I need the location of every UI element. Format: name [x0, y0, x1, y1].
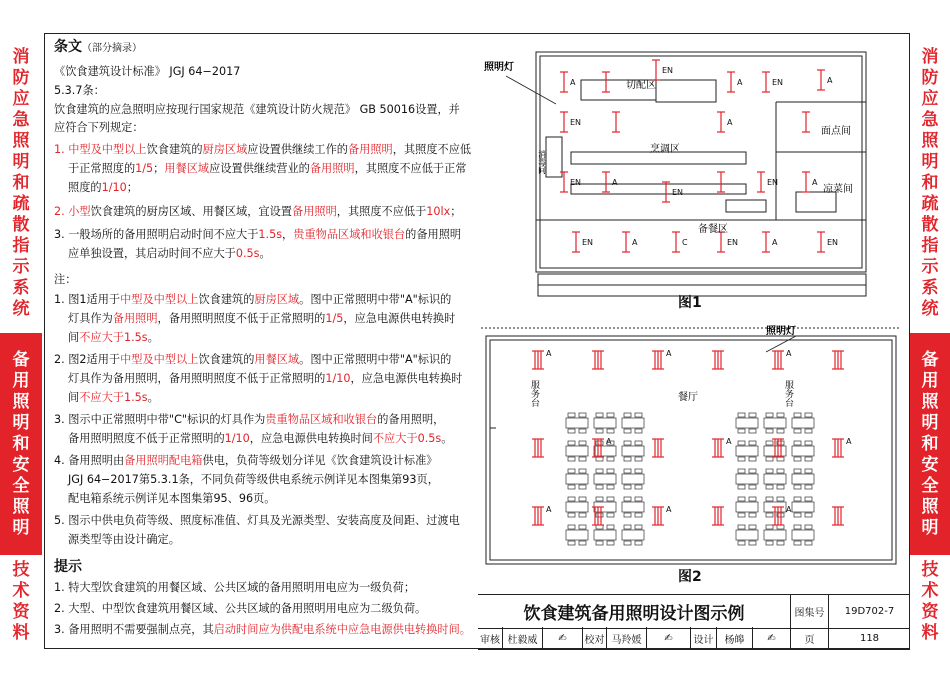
chair [805, 469, 812, 473]
chair [579, 441, 586, 445]
note-1: 灯具作为备用照明，备用照明照度不低于正常照明的1/5，应急电源供电转换时 [68, 312, 456, 325]
chair [568, 513, 575, 517]
chair [794, 429, 801, 433]
dining-table [566, 474, 588, 484]
lamp-tag: EN [570, 178, 582, 187]
chair [766, 497, 773, 501]
clause-intro: 饮食建筑的应急照明应按现行国家规范《建筑设计防火规范》 GB 50016设置，并 [54, 103, 460, 116]
chair [624, 513, 631, 517]
dining-table [764, 530, 786, 540]
notes-heading: 注： [54, 273, 77, 286]
chair [635, 457, 642, 461]
chair [607, 457, 614, 461]
chair [738, 429, 745, 433]
chair [579, 485, 586, 489]
lamp-tag: EN [582, 238, 594, 247]
lamp-tag: A [726, 437, 732, 446]
chair [635, 513, 642, 517]
reviewer-signature: ✍ [542, 627, 582, 649]
chair [596, 441, 603, 445]
title-block [478, 594, 910, 649]
lamp-tag: A [546, 349, 552, 358]
chair [794, 525, 801, 529]
chair [777, 469, 784, 473]
chair [794, 413, 801, 417]
chair [607, 525, 614, 529]
page-label: 页 [790, 627, 828, 649]
lamp-tag: A [786, 349, 792, 358]
chair [794, 541, 801, 545]
category-fire-emergency [910, 33, 950, 333]
review-label: 审核 [480, 634, 500, 646]
dining-table [792, 418, 814, 428]
chair [805, 513, 812, 517]
lamp-tag: A [666, 505, 672, 514]
lamp-tag: A [546, 505, 552, 514]
chair [777, 457, 784, 461]
chair [596, 469, 603, 473]
fig2-lamp-label: 照明灯 [766, 326, 796, 337]
chair [777, 429, 784, 433]
chair [579, 469, 586, 473]
chair [766, 429, 773, 433]
lamp-tag: EN [662, 66, 674, 75]
tip-1: 1. 特大型饮食建筑的用餐区域、公共区域的备用照明用电应为一级负荷； [54, 581, 416, 594]
chair [568, 457, 575, 461]
lamp-tag: A [827, 76, 833, 85]
category-standby-lighting [0, 333, 42, 555]
chair [766, 441, 773, 445]
chair [738, 441, 745, 445]
dining-table [594, 530, 616, 540]
category-technical-info [0, 555, 42, 649]
category-text: 备 用 照 明 和 安 全 照 明 [921, 349, 939, 538]
chair [794, 457, 801, 461]
lamp-tag: A [846, 437, 852, 446]
chair [596, 485, 603, 489]
chair [568, 469, 575, 473]
dining-table [764, 418, 786, 428]
lamp-tag: A [632, 238, 638, 247]
dining-table [736, 446, 758, 456]
lamp-tag: A [606, 437, 612, 446]
chair [624, 413, 631, 417]
room-label: 凉菜间 [823, 184, 853, 195]
dining-table [566, 530, 588, 540]
chair [607, 541, 614, 545]
chair [607, 429, 614, 433]
lamp-tag: A [772, 238, 778, 247]
room-label: 消毒间 [537, 150, 547, 174]
chair [777, 497, 784, 501]
lamp-tag: C [682, 238, 688, 247]
chair [766, 513, 773, 517]
chair [579, 541, 586, 545]
clause-item-1: 1. 中型及中型以上饮食建筑的厨房区域应设置供继续工作的备用照明，其照度不应低 [54, 143, 472, 156]
chair [738, 457, 745, 461]
room-label: 服务台 [783, 380, 793, 407]
dining-table [622, 446, 644, 456]
room-label: 餐厅 [678, 392, 698, 403]
chair [805, 429, 812, 433]
category-text: 消 防 应 急 照 明 和 疏 散 指 示 系 统 [12, 46, 30, 319]
clause-intro: 应符合下列规定： [54, 121, 144, 134]
room-label: 烹调区 [650, 144, 680, 155]
chair [635, 485, 642, 489]
chair [766, 541, 773, 545]
chair [596, 457, 603, 461]
chair [805, 441, 812, 445]
chair [749, 497, 756, 501]
room-label: 备餐区 [698, 224, 728, 235]
category-technical-info [910, 555, 950, 649]
chair [568, 485, 575, 489]
figure-1-caption: 图1 [678, 295, 702, 311]
clause-heading: 条文（部分摘录） [54, 39, 142, 55]
chair [805, 497, 812, 501]
dining-table [736, 502, 758, 512]
category-text: 技 术 资 料 [12, 560, 30, 643]
lamp-tag: EN [827, 238, 839, 247]
chair [749, 429, 756, 433]
lamp-tag: A [727, 118, 733, 127]
fig1-lamp-label: 照明灯 [484, 62, 514, 73]
chair [624, 497, 631, 501]
chair [794, 469, 801, 473]
chair [777, 541, 784, 545]
note-4: 4. 备用照明由备用照明配电箱供电，负荷等级划分详见《饮食建筑设计标准》 [54, 454, 438, 467]
chair [805, 525, 812, 529]
chair [635, 541, 642, 545]
dining-table [792, 474, 814, 484]
chair [794, 485, 801, 489]
chair [749, 469, 756, 473]
chair [805, 413, 812, 417]
standard-reference: 《饮食建筑设计标准》 JGJ 64−2017 [54, 65, 241, 78]
dining-table [594, 446, 616, 456]
dining-table [594, 418, 616, 428]
room-label: 切配区 [626, 80, 656, 91]
chair [568, 497, 575, 501]
chair [777, 413, 784, 417]
chair [568, 413, 575, 417]
dining-table [764, 474, 786, 484]
chair [607, 513, 614, 517]
dining-table [622, 502, 644, 512]
chair [635, 525, 642, 529]
chair [738, 413, 745, 417]
lamp-tag: EN [727, 238, 739, 247]
dining-table [736, 474, 758, 484]
dining-table [736, 530, 758, 540]
chair [624, 525, 631, 529]
chair [738, 469, 745, 473]
chair [749, 441, 756, 445]
category-text: 备 用 照 明 和 安 全 照 明 [12, 349, 30, 538]
category-text: 技 术 资 料 [921, 560, 939, 643]
room-label: 服务台 [529, 380, 539, 407]
reviewer-name: 杜毅威 [502, 627, 542, 649]
note-3: 备用照明照度不低于正常照明的1/10，应急电源供电转换时间不应大于0.5s。 [68, 432, 453, 445]
chair [738, 525, 745, 529]
category-text: 消 防 应 急 照 明 和 疏 散 指 示 系 统 [921, 46, 939, 319]
chair [596, 541, 603, 545]
designer-name: 杨皞 [716, 627, 752, 649]
clause-item-1: 照度的1/10； [68, 181, 138, 194]
chair [805, 457, 812, 461]
chair [777, 485, 784, 489]
note-2: 灯具作为备用照明，备用照明照度不低于正常照明的1/10，应急电源供电转换时 [68, 372, 463, 385]
checker-signature: ✍ [646, 627, 690, 649]
dining-table [792, 530, 814, 540]
lamp-tag: A [612, 178, 618, 187]
chair [635, 441, 642, 445]
chair [738, 513, 745, 517]
chair [607, 469, 614, 473]
chair [805, 541, 812, 545]
lamp-tag: EN [672, 188, 684, 197]
atlas-number: 19D702-7 [828, 595, 910, 628]
chair [766, 485, 773, 489]
dining-table [622, 474, 644, 484]
figure-2-caption: 图2 [678, 569, 702, 585]
figure-1-kitchen-plan [476, 42, 906, 312]
clause-item-3: 应单独设置，其启动时间不应大于0.5s。 [68, 247, 271, 260]
chair [624, 457, 631, 461]
chair [635, 429, 642, 433]
chair [766, 413, 773, 417]
atlas-label: 图集号 [790, 595, 828, 628]
chair [624, 441, 631, 445]
lamp-tag: EN [767, 178, 779, 187]
chair [738, 497, 745, 501]
chair [607, 485, 614, 489]
chair [749, 541, 756, 545]
chair [635, 469, 642, 473]
check-label: 校对 [582, 627, 606, 649]
chair [596, 413, 603, 417]
dining-table [736, 418, 758, 428]
dining-table [566, 418, 588, 428]
chair [579, 525, 586, 529]
design-label: 设计 [690, 627, 716, 649]
clause-item-1: 于正常照度的1/5；用餐区域应设置供继续营业的备用照明，其照度不应低于正常 [68, 162, 467, 175]
chair [624, 429, 631, 433]
right-category-bar [910, 33, 950, 649]
chair [568, 525, 575, 529]
chair [624, 485, 631, 489]
dining-table [566, 446, 588, 456]
chair [794, 513, 801, 517]
chair [624, 469, 631, 473]
chair [624, 541, 631, 545]
chair [607, 413, 614, 417]
note-1: 间不应大于1.5s。 [68, 331, 159, 344]
clause-item-3: 3. 一般场所的备用照明启动时间不应大于1.5s，贵重物品区域和收银台的备用照明 [54, 228, 462, 241]
chair [579, 457, 586, 461]
lamp-tag: A [570, 78, 576, 87]
lamp-tag: A [786, 505, 792, 514]
tip-2: 2. 大型、中型饮食建筑用餐区域、公共区域的备用照明用电应为二级负荷。 [54, 602, 427, 615]
chair [568, 429, 575, 433]
lamp-tag: EN [570, 118, 582, 127]
chair [596, 497, 603, 501]
note-2: 2. 图2适用于中型及中型以上饮食建筑的用餐区域。图中正常照明中带"A"标识的 [54, 353, 452, 366]
dining-table [792, 446, 814, 456]
chair [749, 413, 756, 417]
chair [568, 441, 575, 445]
note-5: 5. 图示中供电负荷等级、照度标准值、灯具及光源类型、安装高度及间距、过渡电 [54, 514, 460, 527]
dining-table [566, 502, 588, 512]
dining-table [622, 530, 644, 540]
chair [738, 541, 745, 545]
dining-table [594, 474, 616, 484]
dining-table [792, 502, 814, 512]
chair [766, 457, 773, 461]
chair [607, 497, 614, 501]
figure-2-dining-plan [476, 318, 906, 586]
lamp-tag: A [812, 178, 818, 187]
lamp-tag: EN [772, 78, 784, 87]
room-label: 面点间 [821, 126, 851, 137]
chair [794, 441, 801, 445]
checker-name: 马羚媛 [606, 627, 646, 649]
note-5: 源类型等由设计确定。 [68, 533, 180, 546]
category-standby-lighting [910, 333, 950, 555]
note-2: 间不应大于1.5s。 [68, 391, 159, 404]
chair [635, 413, 642, 417]
note-4: JGJ 64−2017第5.3.1条，不同负荷等级供电系统示例详见本图集第93页， [68, 473, 439, 486]
chair [749, 525, 756, 529]
chair [749, 457, 756, 461]
page-number: 118 [828, 627, 910, 649]
lamp-tag: A [666, 349, 672, 358]
clause-panel [50, 36, 470, 641]
chair [568, 541, 575, 545]
dining-table [622, 418, 644, 428]
tips-heading: 提示 [54, 559, 82, 575]
drawing-title: 饮食建筑备用照明设计图示例 [523, 604, 745, 624]
lamp-tag: A [737, 78, 743, 87]
chair [579, 429, 586, 433]
chair [805, 485, 812, 489]
note-3: 3. 图示中正常照明中带"C"标识的灯具作为贵重物品区域和收银台的备用照明， [54, 413, 445, 426]
category-fire-emergency [0, 33, 42, 333]
chair [579, 413, 586, 417]
chair [738, 485, 745, 489]
note-4: 配电箱系统示例详见本图集第95、96页。 [68, 492, 276, 505]
chair [766, 525, 773, 529]
chair [596, 513, 603, 517]
chair [579, 513, 586, 517]
chair [794, 497, 801, 501]
chair [579, 497, 586, 501]
chair [766, 469, 773, 473]
clause-item-2: 2. 小型饮食建筑的厨房区域、用餐区域，宜设置备用照明，其照度不应低于10lx； [54, 205, 462, 218]
note-1: 1. 图1适用于中型及中型以上饮食建筑的厨房区域。图中正常照明中带"A"标识的 [54, 293, 452, 306]
designer-signature: ✍ [752, 627, 790, 649]
left-category-bar [0, 33, 42, 649]
clause-number: 5.3.7条： [54, 84, 105, 97]
fig1-lamp-group [560, 60, 825, 252]
tip-3: 3. 备用照明不需要强制点亮，其启动时间应为供配电系统中应急电源供电转换时间。 [54, 623, 471, 636]
chair [596, 429, 603, 433]
chair [635, 497, 642, 501]
chair [749, 485, 756, 489]
chair [749, 513, 756, 517]
